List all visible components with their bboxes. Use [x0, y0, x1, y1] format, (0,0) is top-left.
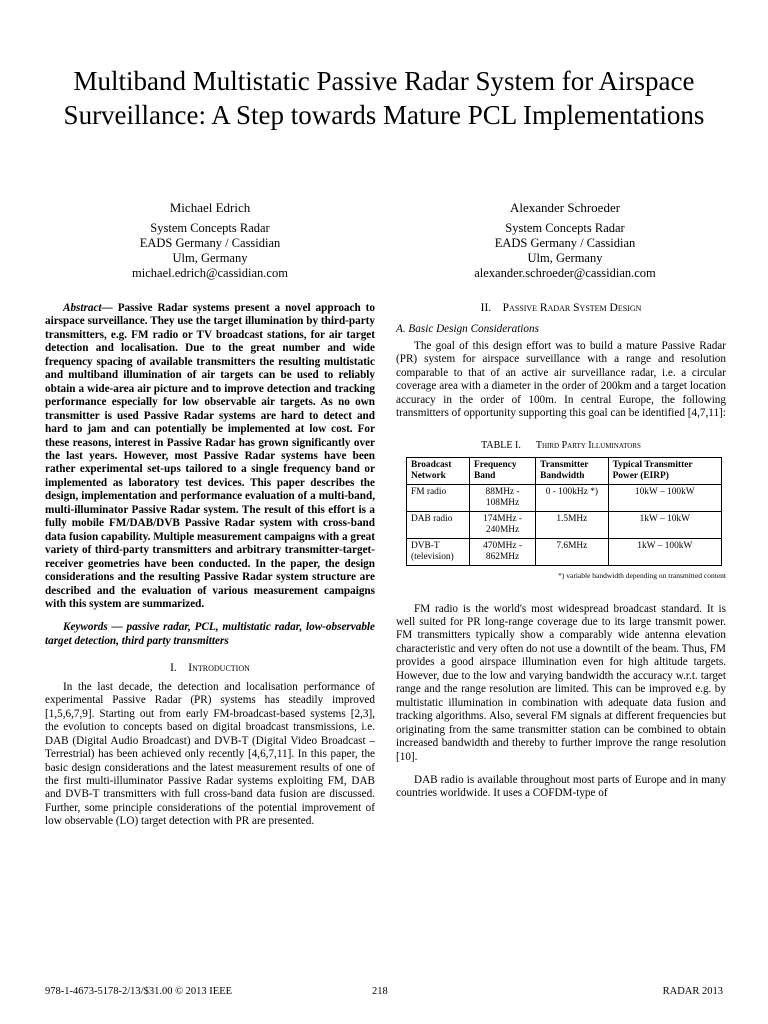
cell-network: FM radio	[407, 485, 470, 512]
dab-paragraph: DAB radio is available throughout most parts of Europe and in many countries worldwide. It uses a COFDM-type of	[396, 773, 726, 800]
section-number: I.	[170, 662, 177, 675]
cell-band: 470MHz - 862MHz	[470, 539, 536, 566]
author-org: EADS Germany / Cassidian	[139, 236, 281, 250]
cell-network: DAB radio	[407, 512, 470, 539]
table-row	[407, 485, 722, 512]
author-org: EADS Germany / Cassidian	[494, 236, 636, 250]
keywords-label: Keywords	[63, 621, 108, 634]
cell-power: 10kW – 100kW	[608, 485, 721, 512]
left-column	[45, 302, 375, 829]
author-email[interactable]: michael.edrich@cassidian.com	[132, 266, 288, 280]
subsection-heading: A. Basic Design Considerations	[396, 323, 539, 336]
abstract-text: Passive Radar systems present a novel approach to airspace surveillance. They use the target illumination by third-party transmitters, e.g. FM radio or TV broadcast stations, for air target detection and localisation. Due to the great number and wide frequency spacing of available transmitters the resulting multistatic and multiband illumination of air targets can be used to reliably obtain a wide-area air picture and to improve detection and tracking performance especially for low observable air targets. As no own transmitter is used Passive Radar systems are hard to detect and hard to jam and can potentially be implemented at low cost. For these reasons, interest in Passive Radar has grown significantly over the last years. However, most Passive Radar systems have been rather experimental set-ups tailored to a single frequency band or implemented as laboratory test devices. This paper describes the design, implementation and performance evaluation of a multi-band, multi-illuminator Passive Radar system. The result of this effort is a fully mobile FM/DAB/DVB Passive Radar system with cross-band data fusion capability. Multiple measurement campaigns with a great variety of third-party transmitters and arbitrary transmitter-target-receiver geometries have been conducted. In the paper, the design considerations and the resulting Passive Radar system structure are described and the evaluation of various measurement campaigns with this system are summarized.	[45, 302, 375, 610]
table-wrapper	[396, 457, 726, 566]
paper-title: Multiband Multistatic Passive Radar System for Airspace Surveillance: A Step towards Mature PCL Implementations	[63, 66, 705, 130]
section-title: Introduction	[188, 662, 250, 675]
cell-band: 88MHz - 108MHz	[470, 485, 536, 512]
table-label: TABLE I.	[481, 439, 521, 451]
header-cell: Broadcast Network	[407, 458, 470, 485]
table-row	[407, 512, 722, 539]
header-cell: Frequency Band	[470, 458, 536, 485]
cell-bandwidth: 0 - 100kHz *)	[536, 485, 608, 512]
section-number: II.	[480, 302, 492, 314]
author-city: Ulm, Germany	[527, 251, 603, 265]
intro-paragraph: In the last decade, the detection and localisation performance of experimental Passive Radar (PR) systems has steadily improved [1,5,6,7,9]. Starting out from early FM-broadcast-based systems [2,3], the evolution to concepts based on digital broadcast transmissions, i.e. DAB (Digital Audio Broadcast) and DVB-T (Digital Video Broadcast – Terrestrial) has been achieved only recently [4,6,7,11]. In this paper, the basic design considerations and the latest measurement results of one of the first multi-illuminator Passive Radar systems exploiting FM, DAB and DVB-T transmitters with full cross-band data fusion are discussed. Further, some principle considerations of the potential improvement of low observable (LO) target detection with PR are presented.	[45, 680, 375, 828]
cell-band: 174MHz - 240MHz	[470, 512, 536, 539]
abstract	[45, 302, 375, 611]
author-dept: System Concepts Radar	[505, 221, 625, 235]
cell-bandwidth: 7.6MHz	[536, 539, 608, 566]
author-block-1	[95, 200, 325, 281]
illuminators-table	[406, 457, 722, 566]
footer-conference: RADAR 2013	[662, 986, 723, 997]
header-cell: Transmitter Bandwidth	[536, 458, 608, 485]
keywords-text: — passive radar, PCL, multistatic radar, low-observable target detection, third party transmitters	[45, 621, 375, 647]
page-number: 218	[372, 986, 388, 997]
abstract-label: Abstract—	[63, 302, 113, 314]
keywords	[45, 621, 375, 648]
cell-network: DVB-T (television)	[407, 539, 470, 566]
table-row	[407, 539, 722, 566]
author-city: Ulm, Germany	[172, 251, 248, 265]
design-paragraph: The goal of this design effort was to build a mature Passive Radar (PR) system for airspace surveillance with a range and resolution comparable to that of an active air surveillance radar, i.e. a circular coverage area with a diameter in the order of 200km and a target location accuracy in the order of 100m. In central Europe, the following transmitters of opportunity supporting this goal can be identified [4,7,11]:	[396, 339, 726, 420]
cell-bandwidth: 1.5MHz	[536, 512, 608, 539]
table-title: Third Party Illuminators	[535, 439, 641, 451]
author-dept: System Concepts Radar	[150, 221, 270, 235]
cell-power: 1kW – 100kW	[608, 539, 721, 566]
author-email[interactable]: alexander.schroeder@cassidian.com	[474, 266, 656, 280]
header-cell: Typical Transmitter Power (EIRP)	[608, 458, 721, 485]
footer-copyright: 978-1-4673-5178-2/13/$31.00 © 2013 IEEE	[45, 986, 233, 997]
cell-power: 1kW – 10kW	[608, 512, 721, 539]
author-block-2	[450, 200, 680, 281]
section-heading-system-design	[396, 302, 726, 315]
author-name: Michael Edrich	[169, 200, 251, 215]
table-header-row	[407, 458, 722, 485]
right-column	[396, 302, 726, 801]
fm-paragraph: FM radio is the world's most widespread broadcast standard. It is well suited for PR long-range coverage due to its large transmit power. FM transmitters typically show a comparably wide antenna elevation characteristic and very often do not use a downtilt of the beam. Thus, FM provides a good airspace illumination even for high altitude targets. However, due to the low and varying bandwidth the accuracy w.r.t. target range and the range resolution are limited. This can be improved e.g. by multistatic illumination in combination with adequate data fusion and tracking algorithms. Also, several FM signals at different frequencies but originating from the same transmitter station can be combined to obtain increased bandwidth and thereby to further improve the range resolution [10].	[396, 602, 726, 763]
section-heading-introduction	[45, 662, 375, 675]
table-caption	[396, 439, 726, 452]
section-title: Passive Radar System Design	[502, 302, 642, 314]
table-footnote: *) variable bandwidth depending on transmitted content	[558, 571, 726, 581]
author-name: Alexander Schroeder	[509, 200, 621, 215]
